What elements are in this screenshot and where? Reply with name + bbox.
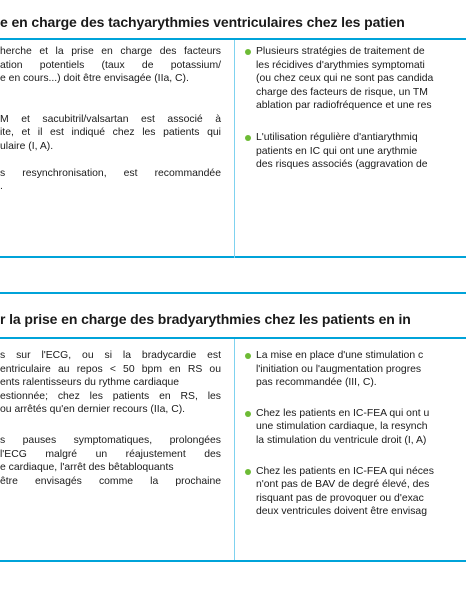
tachyarrhythmia-panel-title: e en charge des tachyarythmies ventriculaires chez les patien (0, 14, 405, 30)
bradyarrhythmia-left-column (0, 349, 221, 488)
list-item: s pauses symptomatiques, prolongées l'ECG malgré un réajustement des e cardiaque, l'arrêt des bêtabloquants être envisagés comme la prochaine (0, 434, 221, 487)
bullet-icon (245, 353, 251, 359)
bullet-icon (245, 469, 251, 475)
tachyarrhythmia-column-divider (234, 40, 235, 258)
bullet-icon (245, 135, 251, 141)
tachyarrhythmia-title-divider (0, 38, 466, 40)
list-item: La mise en place d'une stimulation c l'initiation ou l'augmentation progres pas recommandée (III, C). (256, 349, 466, 390)
list-item: M et sacubitril/valsartan est associé à ite, et il est indiqué chez les patients qui ulaire (I, A). (0, 113, 221, 152)
bradyarrhythmia-title-divider (0, 337, 466, 339)
list-item: s resynchronisation, est recommandée . (0, 167, 221, 193)
bradyarrhythmia-column-divider (234, 339, 235, 560)
list-item: s sur l'ECG, ou si la bradycardie est entriculaire au repos < 50 bpm en RS ou ents ralentisseurs du rythme cardiaque estionnée; chez les patients en RS, les ou arrêtés qu'en dernier recours (IIa, C). (0, 350, 221, 416)
bradyarrhythmia-right-column (256, 349, 466, 519)
tachyarrhythmia-right-column (256, 45, 466, 172)
list-item: herche et la prise en charge des facteurs ation potentiels (taux de potassium/ e en cours...) doit être envisagée (IIa, C). (0, 46, 221, 85)
list-item: Plusieurs stratégies de traitement de les récidives d'arythmies symptomati (ou chez ceux qui ne sont pas candida charge des facteurs de risque, un TM ablation par radiofréquence et une res (256, 45, 466, 113)
bradyarrhythmia-panel-title: r la prise en charge des bradyarythmies chez les patients en in (0, 311, 411, 327)
bullet-icon (245, 411, 251, 417)
tachyarrhythmia-panel (0, 0, 466, 260)
list-item: Chez les patients en IC-FEA qui ont u une stimulation cardiaque, la resynch la stimulation du ventricule droit (I, A) (256, 407, 466, 448)
tachyarrhythmia-left-column (0, 45, 221, 194)
list-item: Chez les patients en IC-FEA qui néces n'ont pas de BAV de degré élevé, des risquant pas de provoquer ou d'exac deux ventricules doivent être envisag (256, 465, 466, 519)
bullet-icon (245, 49, 251, 55)
bradyarrhythmia-panel (0, 292, 466, 564)
list-item: L'utilisation régulière d'antiarythmiq patients en IC qui ont une arythmie des risques associés (aggravation de (256, 131, 466, 172)
